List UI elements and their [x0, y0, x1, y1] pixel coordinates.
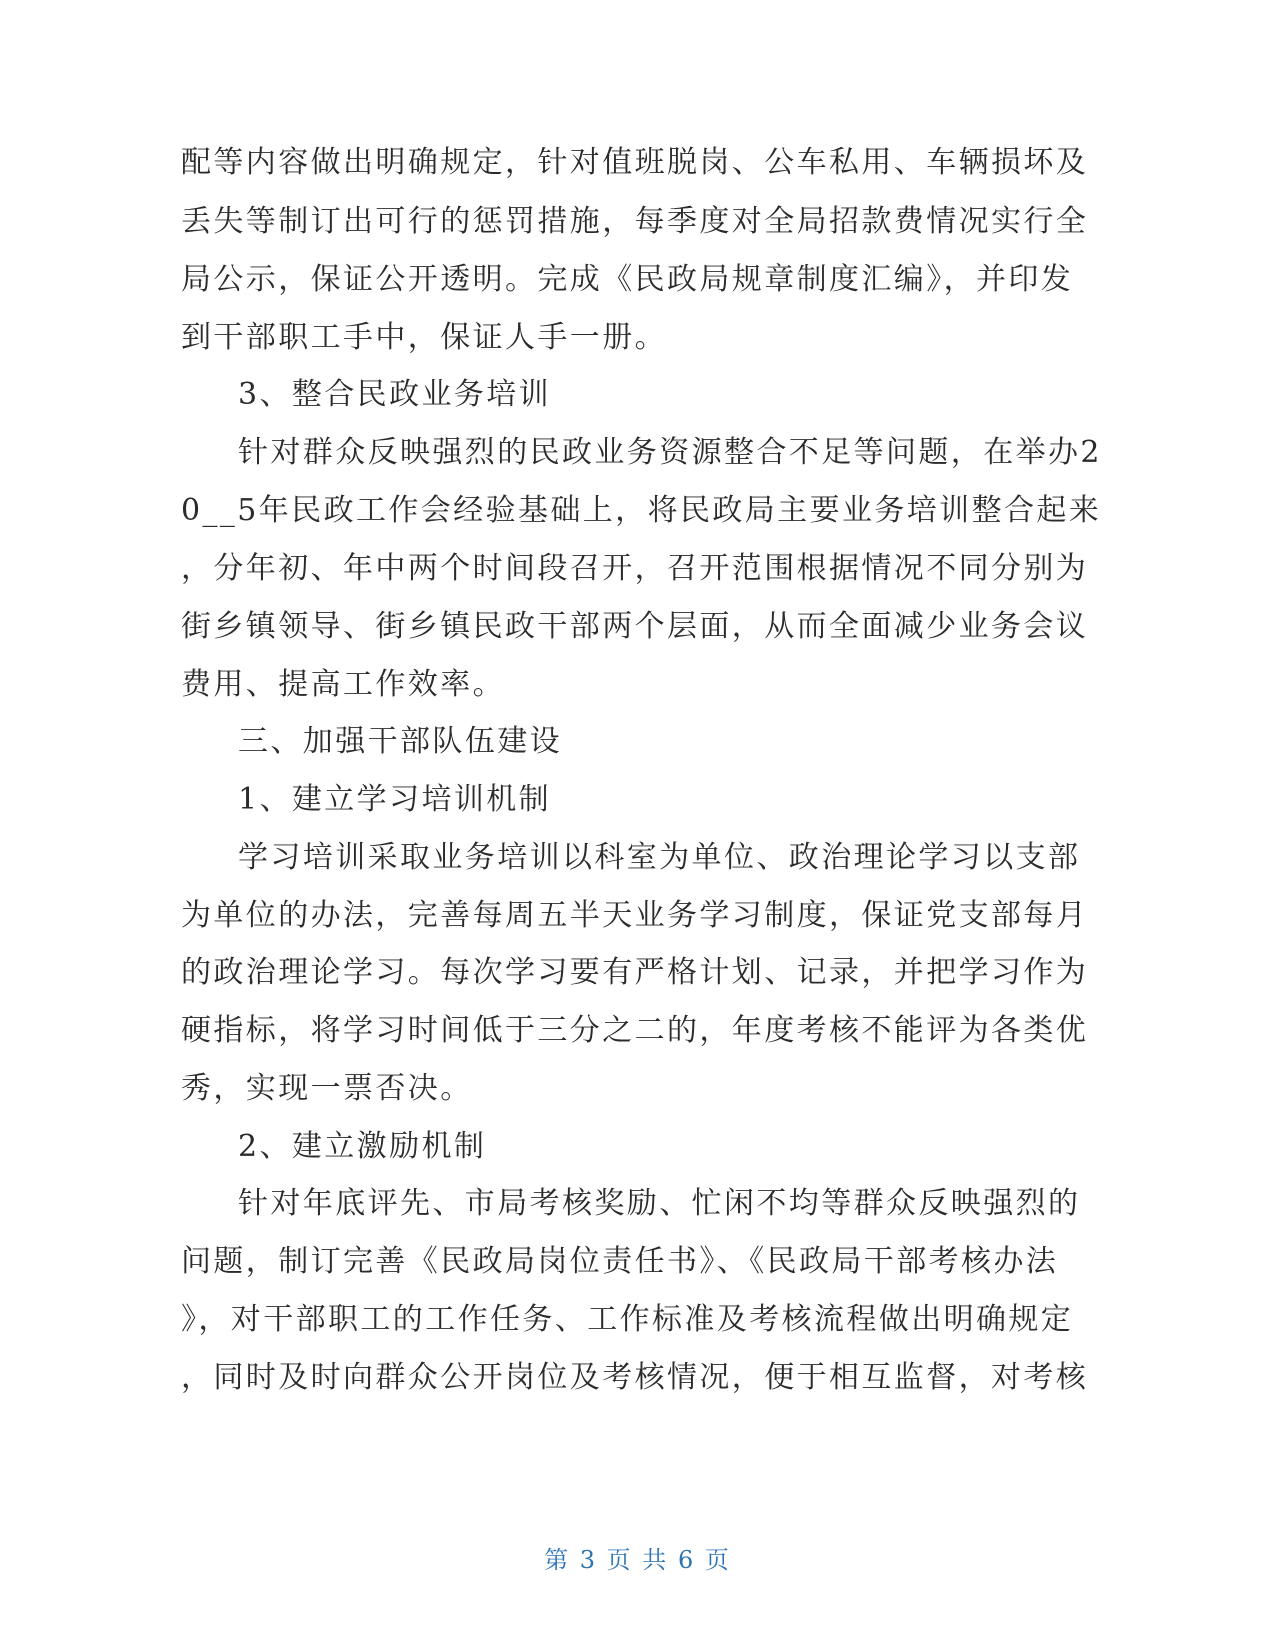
paragraph-line — [0, 1290, 1275, 1350]
line-text: 到干部职工手中，保证人手一册。 — [181, 320, 667, 355]
line-text: 问题，制订完善《民政局岗位责任书》、《民政局干部考核办法 — [181, 1244, 1059, 1279]
paragraph-line — [0, 655, 1275, 715]
paragraph-line — [0, 1001, 1275, 1061]
paragraph-line — [0, 539, 1275, 599]
line-text: 硬指标，将学习时间低于三分之二的，年度考核不能评为各类优 — [181, 1013, 1089, 1048]
section-heading — [0, 712, 1275, 772]
line-text: 学习培训采取业务培训以科室为单位、政治理论学习以支部 — [238, 840, 1081, 875]
heading-text: 2、建立激励机制 — [238, 1129, 487, 1164]
line-text: 》，对干部职工的工作任务、工作标准及考核流程做出明确规定 — [181, 1302, 1074, 1337]
paragraph-line — [0, 1232, 1275, 1292]
line-text: 的政治理论学习。每次学习要有严格计划、记录，并把学习作为 — [181, 955, 1089, 990]
section-subheading — [0, 1117, 1275, 1177]
line-text: 针对年底评先、市局考核奖励、忙闲不均等群众反映强烈的 — [238, 1186, 1081, 1221]
heading-text: 三、加强干部队伍建设 — [238, 724, 562, 759]
line-text: 配等内容做出明确规定，针对值班脱岗、公车私用、车辆损坏及 — [181, 145, 1089, 180]
line-text: 秀，实现一票否决。 — [181, 1071, 473, 1106]
paragraph-line — [0, 943, 1275, 1003]
line-text: 费用、提高工作效率。 — [181, 667, 505, 702]
paragraph-line — [0, 886, 1275, 946]
paragraph-line — [0, 481, 1275, 541]
line-text: 0__5年民政工作会经验基础上，将民政局主要业务培训整合起来 — [181, 493, 1102, 528]
line-text: ，分年初、年中两个时间段召开，召开范围根据情况不同分别为 — [181, 551, 1089, 586]
paragraph-line — [0, 192, 1275, 252]
paragraph-line — [0, 1174, 1275, 1234]
paragraph-line — [0, 133, 1275, 193]
line-text: ，同时及时向群众公开岗位及考核情况，便于相互监督，对考核 — [181, 1360, 1089, 1395]
line-text: 街乡镇领导、街乡镇民政干部两个层面，从而全面减少业务会议 — [181, 609, 1089, 644]
paragraph-line — [0, 597, 1275, 657]
paragraph-line — [0, 828, 1275, 888]
paragraph-line — [0, 308, 1275, 368]
paragraph-line — [0, 1348, 1275, 1408]
section-subheading — [0, 365, 1275, 425]
line-text: 局公示，保证公开透明。完成《民政局规章制度汇编》，并印发 — [181, 262, 1074, 297]
paragraph-line — [0, 250, 1275, 310]
line-text: 针对群众反映强烈的民政业务资源整合不足等问题，在举办2 — [238, 435, 1102, 470]
heading-text: 3、整合民政业务培训 — [238, 377, 552, 412]
paragraph-line — [0, 1059, 1275, 1119]
heading-text: 1、建立学习培训机制 — [238, 782, 552, 817]
paragraph-line — [0, 423, 1275, 483]
line-text: 丢失等制订出可行的惩罚措施，每季度对全局招款费情况实行全 — [181, 204, 1089, 239]
page-number-footer: 第 3 页 共 6 页 — [544, 1546, 731, 1574]
section-subheading — [0, 770, 1275, 830]
line-text: 为单位的办法，完善每周五半天业务学习制度，保证党支部每月 — [181, 898, 1089, 933]
